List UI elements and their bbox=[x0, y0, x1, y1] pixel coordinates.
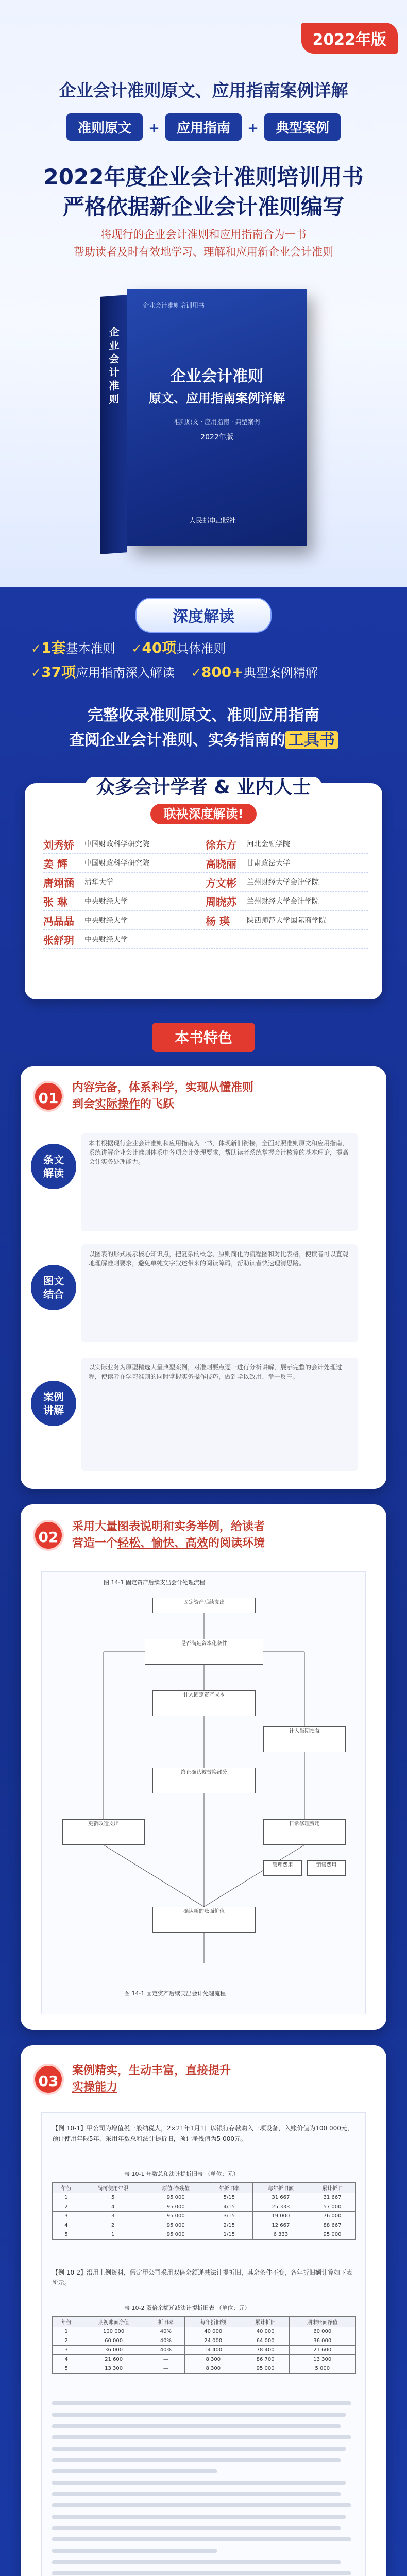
table-cell: 95 000 bbox=[242, 2364, 289, 2374]
tag-guide: 应用指南 bbox=[165, 113, 242, 141]
table-cell: 12 667 bbox=[252, 2221, 309, 2230]
table-cell: 95 000 bbox=[146, 2193, 206, 2202]
feature-03-text: 案例精实，生动丰富，直接提升 实操能力 bbox=[72, 2064, 231, 2094]
table-header: 每年折旧额 bbox=[184, 2317, 242, 2327]
table-cell: 8 300 bbox=[184, 2364, 242, 2374]
depreciation-table-1 bbox=[52, 2182, 356, 2240]
table-cell: 5 000 bbox=[289, 2364, 355, 2374]
feature-02-text: 采用大量图表说明和实务举例，给读者 营造一个轻松、愉快、高效的阅读环境 bbox=[72, 1520, 265, 1550]
point-guide: ✓37项应用指南深入解读 bbox=[31, 664, 175, 681]
tag-case: 案例 讲解 bbox=[31, 1381, 76, 1426]
table-cell: 19 000 bbox=[252, 2212, 309, 2221]
table-cell: 5 bbox=[53, 2364, 80, 2374]
expert-entry bbox=[206, 894, 368, 909]
diagram-box: 终止确认被替换部分 bbox=[152, 1768, 256, 1793]
text-line bbox=[52, 2469, 217, 2473]
table-cell: 2 bbox=[53, 2202, 80, 2212]
experts-row bbox=[43, 854, 368, 873]
table-1-title: 表 10-1 年数总和法计提折旧表 （单位：元） bbox=[124, 2171, 239, 2177]
feature-01-number: 01 bbox=[33, 1081, 64, 1112]
table-cell: 8 300 bbox=[184, 2355, 242, 2364]
table-cell: 2/15 bbox=[206, 2221, 252, 2230]
expert-entry bbox=[43, 932, 206, 947]
table-header: 尚可使用年限 bbox=[80, 2183, 146, 2193]
text-line bbox=[52, 2537, 351, 2541]
feature-03-number: 03 bbox=[33, 2064, 64, 2095]
diagram-box: 计入当期损益 bbox=[263, 1726, 346, 1752]
case-2: 【例 10-2】沿用上例资料，假定甲公司采用双倍余额递减法计提折旧，其余条件不变，各年折旧额计算如下表所示。 bbox=[52, 2269, 353, 2286]
expert-entry bbox=[43, 913, 206, 928]
table-cell: 3 bbox=[53, 2346, 80, 2355]
table-header: 累计折旧 bbox=[242, 2317, 289, 2327]
expert-institution: 中央财经大学 bbox=[84, 936, 128, 944]
table-row bbox=[53, 2336, 356, 2346]
table-header: 期末账面净值 bbox=[289, 2317, 355, 2327]
table-cell: 95 000 bbox=[309, 2230, 356, 2240]
book-front: 企业会计准则培训用书 企业会计准则 原文、应用指南案例详解 准则原文 · 应用指南 · 典型案例 2022年版 人民邮电出版社 bbox=[127, 289, 307, 546]
deep-reading-label: 深度解读 bbox=[0, 598, 407, 633]
tag-original: 准则原文 bbox=[66, 113, 143, 141]
expert-name: 张 琳 bbox=[43, 895, 67, 908]
table-cell: 60 000 bbox=[289, 2327, 355, 2336]
point-specific: ✓40项具体准则 bbox=[131, 639, 226, 656]
table-cell: 100 000 bbox=[80, 2327, 147, 2336]
table-cell: 1 bbox=[53, 2193, 80, 2202]
table-cell: 36 000 bbox=[80, 2346, 147, 2355]
expert-name: 方文彬 bbox=[206, 876, 236, 889]
table-cell: 86 700 bbox=[242, 2355, 289, 2364]
text-line bbox=[52, 2526, 341, 2530]
features-label: 本书特色 bbox=[0, 1023, 407, 1052]
text-line bbox=[52, 2435, 351, 2439]
table-cell: 1/15 bbox=[206, 2230, 252, 2240]
hero-subtitle: 将现行的企业会计准则和应用指南合为一书 帮助读者及时有效地学习、理解和应用新企业会计准则 bbox=[74, 228, 333, 258]
diagram-box: 计入固定资产成本 bbox=[152, 1690, 256, 1716]
page-text-lines bbox=[52, 2401, 356, 2576]
experts-title: 众多会计学者 & 业内人士 bbox=[25, 773, 382, 799]
tag-plus: + bbox=[148, 121, 160, 136]
experts-row bbox=[43, 911, 368, 930]
table-cell: 3 bbox=[53, 2212, 80, 2221]
table-cell: 36 000 bbox=[289, 2336, 355, 2346]
table-cell: 40% bbox=[147, 2327, 184, 2336]
table-header: 每年折旧额 bbox=[252, 2183, 309, 2193]
table-header: 年折旧率 bbox=[206, 2183, 252, 2193]
text-line bbox=[52, 2571, 351, 2575]
diagram-title: 图 14-1 固定资产后续支出会计处理流程 bbox=[104, 1579, 205, 1586]
table-cell: 60 000 bbox=[80, 2336, 147, 2346]
expert-entry bbox=[43, 875, 206, 890]
text-lines bbox=[52, 2401, 356, 2576]
experts-badge: 联袂深度解读! bbox=[25, 804, 382, 822]
expert-name: 高晓丽 bbox=[206, 857, 236, 870]
diagram-caption: 图 14-1 固定资产后续支出会计处理流程 bbox=[124, 1990, 226, 1997]
expert-institution: 河北金融学院 bbox=[247, 840, 290, 849]
table-cell: 21 600 bbox=[80, 2355, 147, 2364]
diagram-connectors bbox=[42, 1572, 366, 2015]
book-cover bbox=[100, 289, 307, 556]
expert-entry bbox=[206, 837, 368, 852]
table-cell: 2 bbox=[53, 2336, 80, 2346]
table-header: 年份 bbox=[53, 2183, 80, 2193]
experts-grid bbox=[43, 835, 368, 949]
text-line bbox=[52, 2481, 346, 2485]
table-2-title: 表 10-2 双倍余额递减法计提折旧表 （单位：元） bbox=[124, 2304, 250, 2311]
table-cell: 14 400 bbox=[184, 2346, 242, 2355]
table-cell: 95 000 bbox=[146, 2202, 206, 2212]
text-line bbox=[52, 2458, 341, 2462]
text-line bbox=[52, 2549, 217, 2553]
table-cell: 40 000 bbox=[184, 2327, 242, 2336]
expert-name: 周晓苏 bbox=[206, 895, 236, 908]
expert-name: 徐东方 bbox=[206, 838, 236, 851]
expert-name: 张舒玥 bbox=[43, 934, 74, 946]
table-cell: 3 bbox=[80, 2212, 146, 2221]
expert-entry bbox=[206, 856, 368, 871]
table-cell: 5 bbox=[80, 2193, 146, 2202]
text-line bbox=[52, 2447, 346, 2451]
text-line bbox=[52, 2503, 351, 2507]
expert-name: 刘秀娇 bbox=[43, 838, 74, 851]
tag-clause: 条文 解读 bbox=[31, 1144, 76, 1189]
text-line bbox=[52, 2413, 346, 2417]
diagram-box: 是否满足资本化条件 bbox=[145, 1639, 263, 1665]
table-row bbox=[53, 2355, 356, 2364]
highlight-text: 完整收录准则原文、准则应用指南 查阅企业会计准则、实务指南的 工具书 bbox=[0, 703, 407, 753]
text-line bbox=[52, 2424, 341, 2428]
expert-institution: 兰州财经大学会计学院 bbox=[247, 878, 319, 887]
table-header: 年份 bbox=[53, 2317, 80, 2327]
table-cell: 5 bbox=[53, 2230, 80, 2240]
feature-02-number: 02 bbox=[33, 1520, 64, 1551]
table-cell: 95 000 bbox=[146, 2230, 206, 2240]
diagram-box: 日常修理费用 bbox=[263, 1819, 346, 1845]
expert-institution: 甘肃政法大学 bbox=[247, 859, 290, 868]
expert-entry bbox=[43, 856, 206, 871]
table-cell: 1 bbox=[53, 2327, 80, 2336]
expert-institution: 清华大学 bbox=[84, 878, 113, 887]
excerpt-clause: 本书根据现行企业会计准则和应用指南为一书，体现新旧衔接，全面对照准则原文和应用指南，系统讲解企业会计准则体系中各项会计处理要求，帮助读者系统掌握会计核算的基本理论，提高会计实务处理能力。 bbox=[81, 1133, 358, 1231]
table-cell: 24 000 bbox=[184, 2336, 242, 2346]
table-cell: 21 600 bbox=[289, 2346, 355, 2355]
expert-institution: 陕西师范大学国际商学院 bbox=[247, 917, 326, 925]
feature-01 bbox=[21, 1066, 386, 1489]
table-cell: 13 300 bbox=[80, 2364, 147, 2374]
feature-03 bbox=[21, 2045, 386, 2576]
expert-entry bbox=[43, 837, 206, 852]
diagram-box: 销售费用 bbox=[307, 1860, 346, 1876]
table-cell: 95 000 bbox=[146, 2212, 206, 2221]
table-header: 折旧率 bbox=[147, 2317, 184, 2327]
experts-row bbox=[43, 892, 368, 911]
hero-title: 企业会计准则原文、应用指南案例详解 bbox=[59, 80, 348, 100]
table-cell: 40 000 bbox=[242, 2327, 289, 2336]
table-row bbox=[53, 2202, 356, 2212]
table-cell: 78 400 bbox=[242, 2346, 289, 2355]
table-header: 期初账面净值 bbox=[80, 2317, 147, 2327]
expert-institution: 中国财政科学研究院 bbox=[84, 859, 149, 868]
expert-entry bbox=[206, 913, 368, 928]
experts-card bbox=[25, 777, 382, 999]
tag-plus: + bbox=[247, 121, 259, 136]
table-cell: 2 bbox=[80, 2221, 146, 2230]
excerpt-case: 以实际业务为原型精选大量典型案例，对准则要点逐一进行分析讲解，展示完整的会计处理过程，使读者在学习准则的同时掌握实务操作技巧，做到学以致用、举一反三。 bbox=[81, 1358, 358, 1471]
depreciation-table-2 bbox=[52, 2316, 356, 2374]
table-cell: 31 667 bbox=[252, 2193, 309, 2202]
feature-01-text: 内容完备，体系科学，实现从懂准则 到会实际操作的飞跃 bbox=[72, 1081, 254, 1111]
expert-name: 冯晶晶 bbox=[43, 914, 74, 927]
deep-points bbox=[31, 636, 381, 685]
table-row bbox=[53, 2230, 356, 2240]
point-basic: ✓1套基本准则 bbox=[31, 639, 115, 656]
diagram-box: 更新改造支出 bbox=[62, 1819, 145, 1845]
table-cell: 57 000 bbox=[309, 2202, 356, 2212]
table-cell: 76 000 bbox=[309, 2212, 356, 2221]
point-cases: ✓800+典型案例精解 bbox=[191, 664, 318, 681]
expert-name: 唐翊涵 bbox=[43, 876, 74, 889]
hero-tags bbox=[0, 113, 407, 141]
expert-institution: 中央财经大学 bbox=[84, 917, 128, 925]
tag-cases: 典型案例 bbox=[264, 113, 341, 141]
table-cell: 3/15 bbox=[206, 2212, 252, 2221]
text-line bbox=[52, 2492, 341, 2496]
table-cell: 25 333 bbox=[252, 2202, 309, 2212]
expert-name: 杨 瑛 bbox=[206, 914, 230, 927]
table-cell: 4 bbox=[80, 2202, 146, 2212]
table-cell: — bbox=[147, 2364, 184, 2374]
text-line bbox=[52, 2560, 341, 2564]
text-line bbox=[52, 2401, 351, 2405]
table-cell: 1 bbox=[80, 2230, 146, 2240]
table-row bbox=[53, 2364, 356, 2374]
diagram-box: 确认新的账面价值 bbox=[152, 1907, 256, 1933]
table-cell: 64 000 bbox=[242, 2336, 289, 2346]
table-header: 累计折旧 bbox=[309, 2183, 356, 2193]
experts-row bbox=[43, 930, 368, 949]
table-cell: 4 bbox=[53, 2355, 80, 2364]
experts-row bbox=[43, 873, 368, 892]
table-cell: 4/15 bbox=[206, 2202, 252, 2212]
table-row bbox=[53, 2327, 356, 2336]
diagram-box: 固定资产后续支出 bbox=[152, 1598, 256, 1613]
table-header: 原值-净残值 bbox=[146, 2183, 206, 2193]
table-cell: 6 333 bbox=[252, 2230, 309, 2240]
flow-diagram bbox=[41, 1571, 366, 2014]
experts-row bbox=[43, 835, 368, 854]
expert-entry bbox=[206, 875, 368, 890]
diagram-box: 管理费用 bbox=[263, 1860, 302, 1876]
expert-institution: 中国财政科学研究院 bbox=[84, 840, 149, 849]
table-cell: 4 bbox=[53, 2221, 80, 2230]
expert-entry bbox=[43, 894, 206, 909]
hero-section bbox=[0, 0, 407, 587]
book-spine: 企业会计准则 bbox=[100, 295, 127, 554]
text-line bbox=[52, 2515, 346, 2519]
feature-02 bbox=[21, 1504, 386, 2030]
table-cell: 88 667 bbox=[309, 2221, 356, 2230]
edition-badge: 2022年版 bbox=[301, 23, 398, 54]
table-row bbox=[53, 2212, 356, 2221]
table-row bbox=[53, 2346, 356, 2355]
case-excerpt bbox=[41, 2112, 366, 2576]
tag-graphic: 图文 结合 bbox=[31, 1265, 76, 1310]
table-cell: 5/15 bbox=[206, 2193, 252, 2202]
expert-institution: 兰州财经大学会计学院 bbox=[247, 897, 319, 906]
table-cell: 95 000 bbox=[146, 2221, 206, 2230]
excerpt-graphic: 以图表的形式展示核心知识点，把复杂的概念、原则简化为流程图和对比表格，使读者可以直观地理解准则要求，避免单纯文字叙述带来的阅读障碍，帮助读者快速理清思路。 bbox=[81, 1244, 358, 1342]
table-row bbox=[53, 2221, 356, 2230]
expert-name: 姜 辉 bbox=[43, 857, 67, 870]
table-row bbox=[53, 2193, 356, 2202]
table-cell: 13 300 bbox=[289, 2355, 355, 2364]
publisher-logo: 人民邮电出版社 bbox=[189, 517, 236, 525]
table-cell: 40% bbox=[147, 2346, 184, 2355]
table-cell: 31 667 bbox=[309, 2193, 356, 2202]
hero-headline: 2022年度企业会计准则培训用书 严格依据新企业会计准则编写 bbox=[43, 164, 364, 219]
expert-institution: 中央财经大学 bbox=[84, 897, 128, 906]
table-cell: — bbox=[147, 2355, 184, 2364]
table-cell: 40% bbox=[147, 2336, 184, 2346]
case-intro: 【例 10-1】甲公司为增值税一般纳税人，2×21年1月1日以银行存款购入一项设备，入账价值为100 000元，预计使用年限5年，采用年数总和法计提折旧，预计净残值为5 000元。 bbox=[52, 2125, 353, 2142]
